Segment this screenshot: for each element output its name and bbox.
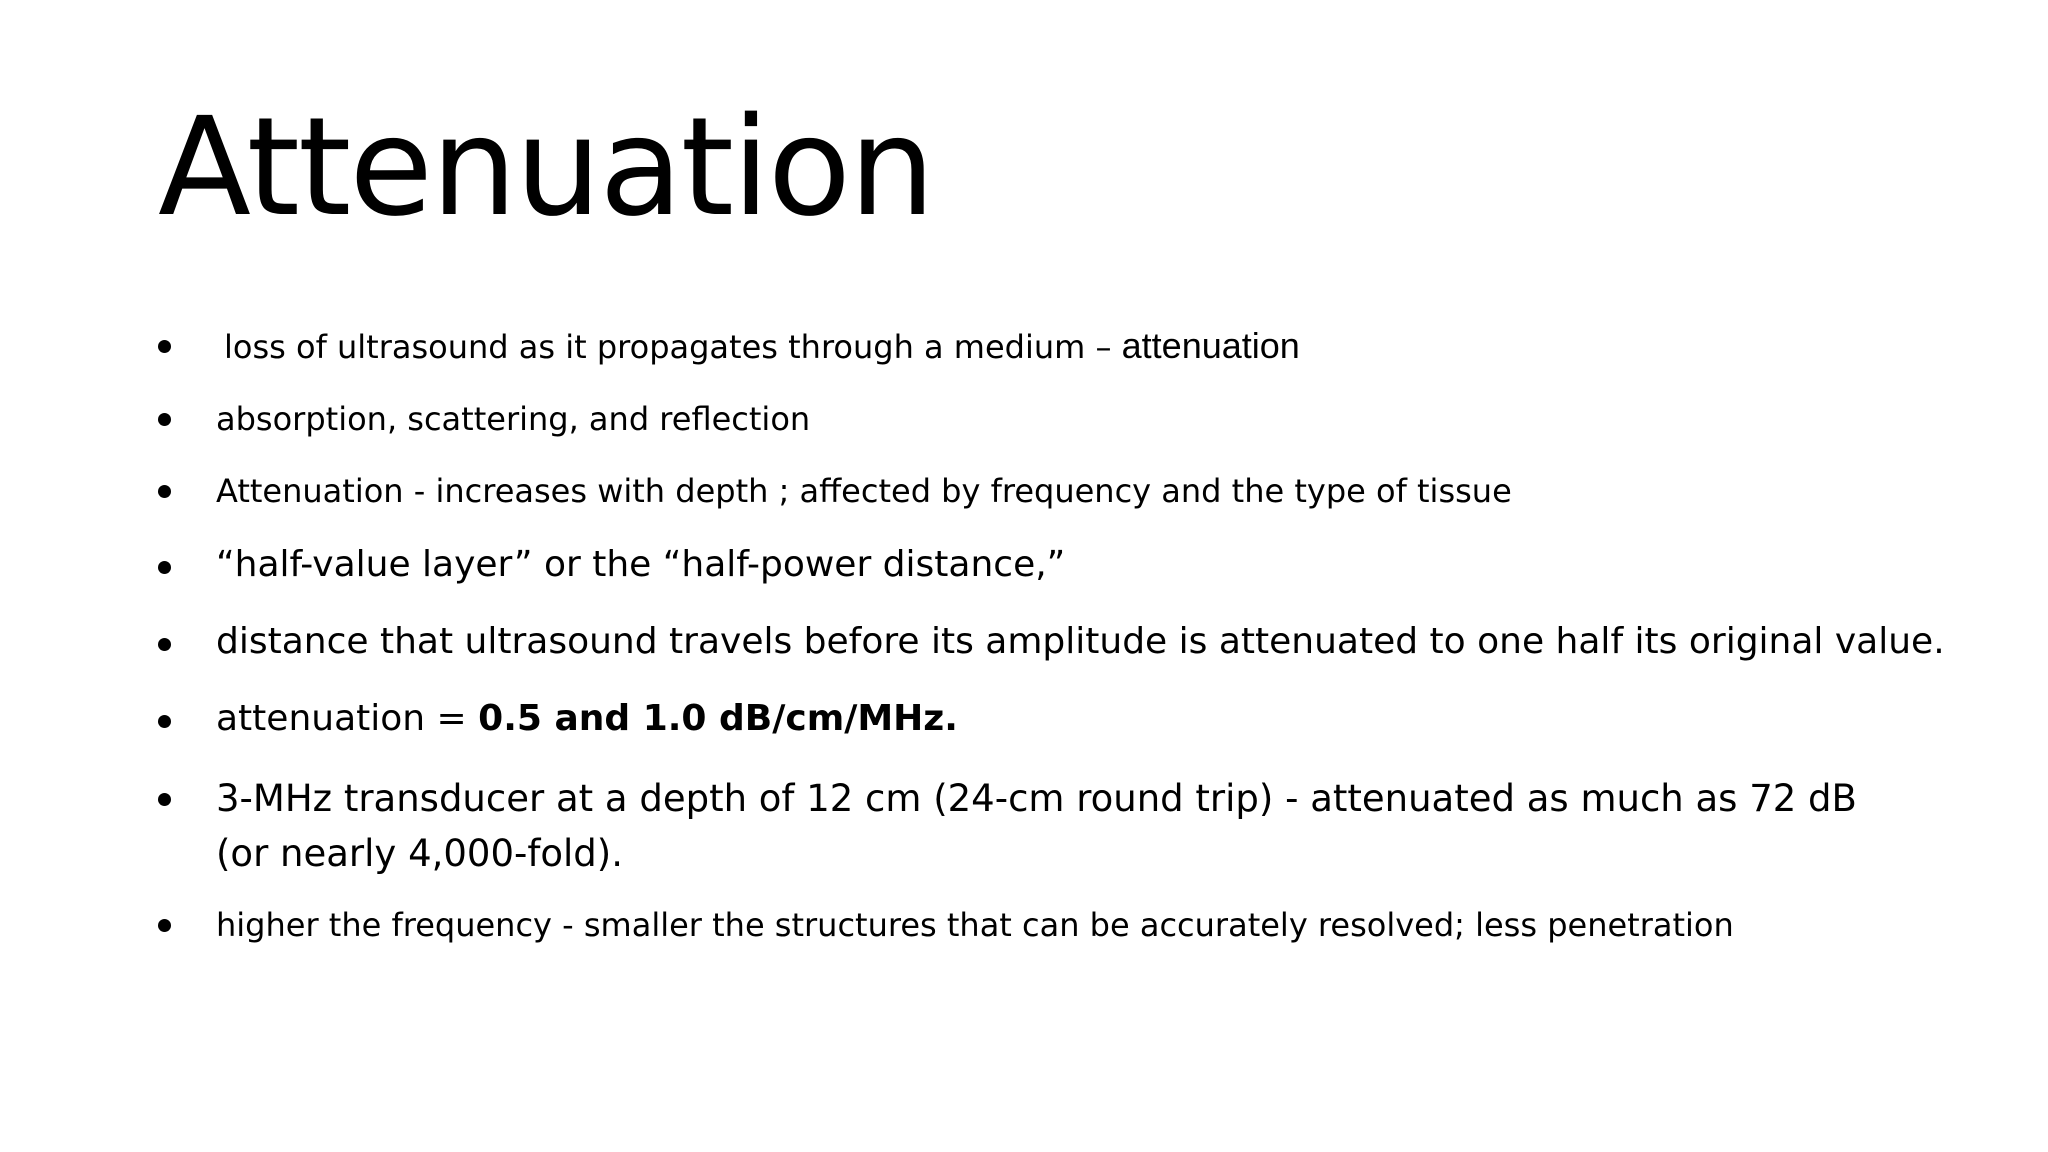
slide-title: Attenuation [158, 89, 934, 247]
bullet-dot [158, 919, 171, 932]
bullet-text: higher the frequency - smaller the structures that can be accurately resolved; less penetration [216, 906, 1734, 944]
bullet-text: absorption, scattering, and reflection [216, 400, 811, 438]
bullet-dot [158, 340, 171, 353]
attenuation-range-value: 0.5 and 1.0 dB/cm/MHz. [478, 698, 958, 739]
bullet-text: distance that ultrasound travels before its amplitude is attenuated to one half its original value. [216, 621, 1945, 662]
bullet-dot [158, 793, 171, 806]
bullet-dot [158, 485, 171, 498]
bullet-dot [158, 561, 171, 574]
bullet-text: 3-MHz transducer at a depth of 12 cm (24-cm round trip) - attenuated as much as 72 dB (or nearly 4,000-fold). [216, 777, 1857, 875]
bullet-emphasis: attenuation [1121, 325, 1300, 366]
bullet-text [216, 697, 958, 741]
bullet-text: “half-value layer” or the “half-power distance,” [216, 544, 1066, 585]
bullet-text-main: loss of ultrasound as it propagates through a medium – [224, 328, 1122, 366]
bullet-text: Attenuation - increases with depth ; affected by frequency and the type of tissue [216, 472, 1512, 510]
bullet-dot [158, 715, 171, 728]
bullet-text-main: attenuation = [216, 698, 479, 739]
bullet-dot [158, 638, 171, 651]
bullet-dot [158, 413, 171, 426]
bullet-text [224, 326, 1300, 367]
